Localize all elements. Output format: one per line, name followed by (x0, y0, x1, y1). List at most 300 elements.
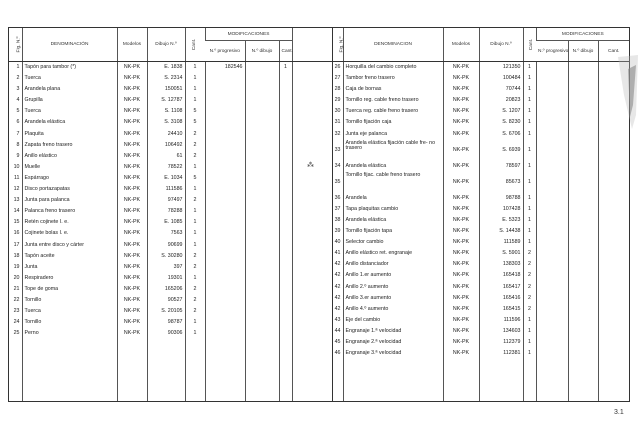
n-dibujo-cell (245, 162, 279, 173)
table-row (9, 251, 332, 262)
table-row (9, 240, 332, 251)
modelos-cell: NK-PK (117, 273, 147, 284)
cant-cell: 1 (523, 348, 536, 359)
dibujo-cell: S. 6939 (479, 140, 523, 161)
fig-no-cell: 42 (334, 272, 341, 279)
modelos-cell: NK-PK (117, 73, 147, 84)
n-progresivo-cell (205, 117, 245, 128)
table-row (9, 328, 332, 339)
n-progresivo-header-right: N.º progresivo (536, 41, 568, 62)
fig-no-cell: 42 (334, 261, 341, 268)
cant-cell: 1 (185, 84, 205, 95)
cant-mod-cell (279, 151, 292, 162)
cant-mod-cell (279, 228, 292, 239)
spacer-cell (292, 95, 332, 106)
n-progresivo-cell (536, 95, 568, 106)
spacer-cell (292, 73, 332, 84)
denominacion-cell: Anillo 4.º aumento (343, 304, 443, 315)
n-dibujo-cell (568, 62, 598, 74)
table-row (332, 237, 629, 248)
spacer-cell (245, 339, 279, 401)
table-row (9, 84, 332, 95)
spacer-cell (536, 359, 568, 401)
denominacion-cell: Engranaje 2.ª velocidad (343, 337, 443, 348)
n-progresivo-cell (205, 129, 245, 140)
n-dibujo-cell (568, 326, 598, 337)
denominacion-cell: Tapa plaquitas cambio (343, 204, 443, 215)
spacer-cell (292, 328, 332, 339)
fig-no-cell: 41 (334, 250, 341, 257)
n-dibujo-cell (245, 173, 279, 184)
spacer-cell (292, 106, 332, 117)
spacer-col-header (292, 28, 332, 62)
fig-no-cell: 46 (334, 350, 341, 357)
dibujo-cell: 112379 (479, 337, 523, 348)
table-row (332, 161, 629, 172)
spacer-cell (9, 339, 22, 401)
denominacion-cell: Anillo elástico ret. engranaje (343, 248, 443, 259)
spacer-cell (292, 240, 332, 251)
spacer-cell (292, 84, 332, 95)
cant-cell: 1 (523, 172, 536, 193)
n-progresivo-cell (536, 337, 568, 348)
table-row (332, 215, 629, 226)
n-dibujo-cell (568, 237, 598, 248)
cant-mod-cell (598, 204, 629, 215)
spacer-cell (292, 284, 332, 295)
table-row (9, 306, 332, 317)
spacer-cell (292, 262, 332, 273)
dibujo-cell: 61 (147, 151, 185, 162)
spacer-cell (292, 173, 332, 184)
fig-no-cell: 42 (334, 294, 341, 301)
dibujo-cell: 70744 (479, 84, 523, 95)
spacer-cell (292, 195, 332, 206)
dibujo-cell: 19301 (147, 273, 185, 284)
cant-mod-cell (598, 193, 629, 204)
modelos-header: Modelos (117, 28, 147, 62)
fig-no-cell: 14 (13, 208, 20, 215)
n-dibujo-cell (568, 337, 598, 348)
n-progresivo-cell (536, 304, 568, 315)
table-row (9, 273, 332, 284)
n-dibujo-cell (245, 262, 279, 273)
cant-mod-cell (279, 317, 292, 328)
dibujo-cell: 138303 (479, 259, 523, 270)
table-row (332, 106, 629, 117)
n-progresivo-cell (205, 273, 245, 284)
n-progresivo-cell (205, 184, 245, 195)
cant-cell: 2 (185, 306, 205, 317)
cant-mod-cell (598, 226, 629, 237)
fig-no-cell: 34 (334, 162, 341, 169)
spacer-cell (332, 359, 343, 401)
n-dibujo-cell (245, 151, 279, 162)
cant-cell: 1 (185, 73, 205, 84)
cant-mod-cell (598, 172, 629, 193)
dibujo-cell: 90699 (147, 240, 185, 251)
denominacion-cell: Anillo 2.º aumento (343, 282, 443, 293)
pen-mark-icon (610, 55, 640, 130)
n-dibujo-cell (568, 129, 598, 140)
spacer-cell (205, 339, 245, 401)
n-progresivo-cell (536, 193, 568, 204)
spacer-cell (292, 317, 332, 328)
table-row (9, 206, 332, 217)
n-dibujo-cell (568, 348, 598, 359)
n-dibujo-cell (568, 84, 598, 95)
modelos-cell: NK-PK (443, 282, 479, 293)
denominacion-cell: Junta entre disco y cárter (22, 240, 117, 251)
fig-no-cell: 3 (16, 86, 20, 93)
cant-mod-header-right: Cant. (598, 41, 629, 62)
denominacion-cell: Tornillo (22, 317, 117, 328)
denominacion-cell: Tuerca (22, 73, 117, 84)
modificaciones-header-right: MODIFICACIONES (536, 28, 629, 41)
n-dibujo-cell (245, 62, 279, 74)
cant-mod-header: Cant. (279, 41, 292, 62)
cant-mod-cell (598, 215, 629, 226)
dibujo-cell: S. 1207 (479, 106, 523, 117)
modelos-cell: NK-PK (117, 328, 147, 339)
dibujo-cell: 90527 (147, 295, 185, 306)
denominacion-cell: Palanca freno trasero (22, 206, 117, 217)
cant-cell: 2 (523, 282, 536, 293)
table-row (9, 317, 332, 328)
table-row (332, 73, 629, 84)
n-dibujo-cell (568, 282, 598, 293)
denominacion-cell: Grupilla (22, 95, 117, 106)
modelos-cell: NK-PK (117, 262, 147, 273)
fig-no-cell: 6 (16, 119, 20, 126)
cant-cell: 1 (523, 337, 536, 348)
dibujo-cell: 111589 (479, 237, 523, 248)
n-progresivo-cell (205, 206, 245, 217)
spacer-cell (292, 129, 332, 140)
cant-mod-cell (598, 129, 629, 140)
cant-mod-cell (598, 326, 629, 337)
dibujo-cell: 24410 (147, 129, 185, 140)
modelos-cell: NK-PK (443, 259, 479, 270)
fig-no-cell: 21 (13, 285, 20, 292)
spacer-cell (292, 339, 332, 401)
denominacion-cell: Tuerca reg. cable freno trasero (343, 106, 443, 117)
cant-mod-cell (279, 117, 292, 128)
n-dibujo-cell (568, 304, 598, 315)
fig-no-cell: 9 (16, 152, 20, 159)
n-progresivo-cell (205, 162, 245, 173)
table-row (9, 295, 332, 306)
denominacion-header-right: DENOMINACION (343, 28, 443, 62)
denominacion-cell: Muelle (22, 162, 117, 173)
modelos-header-right: Modelos (443, 28, 479, 62)
cant-mod-cell (279, 173, 292, 184)
modelos-cell: NK-PK (117, 195, 147, 206)
n-dibujo-header: N.º dibujo (245, 41, 279, 62)
n-dibujo-cell (568, 315, 598, 326)
n-dibujo-cell (568, 106, 598, 117)
cant-cell: 1 (185, 317, 205, 328)
modelos-cell: NK-PK (117, 240, 147, 251)
n-progresivo-cell (536, 226, 568, 237)
n-progresivo-cell: 182546 (205, 62, 245, 74)
n-dibujo-cell (568, 293, 598, 304)
fig-no-cell: 42 (334, 283, 341, 290)
dibujo-cell: 134603 (479, 326, 523, 337)
cant-cell: 2 (185, 295, 205, 306)
denominacion-cell: Zapata freno trasero (22, 140, 117, 151)
fig-no-cell: 1 (16, 64, 20, 70)
cant-cell: 1 (523, 193, 536, 204)
modelos-cell: NK-PK (117, 140, 147, 151)
cant-cell: 1 (185, 273, 205, 284)
fig-no-cell: 37 (334, 205, 341, 212)
cant-cell: 1 (523, 62, 536, 74)
n-dibujo-cell (245, 217, 279, 228)
denominacion-cell: Junta eje palanca (343, 129, 443, 140)
fig-no-cell: 38 (334, 216, 341, 223)
n-progresivo-cell (536, 215, 568, 226)
table-row (332, 270, 629, 281)
fig-no-cell: 18 (13, 252, 20, 259)
cant-cell: 1 (523, 326, 536, 337)
modelos-cell: NK-PK (443, 215, 479, 226)
dibujo-cell: 106492 (147, 140, 185, 151)
denominacion-cell: Arandela elástica (22, 117, 117, 128)
cant-mod-cell (598, 337, 629, 348)
spacer-cell (479, 359, 523, 401)
cant-mod-cell (279, 295, 292, 306)
n-dibujo-cell (568, 117, 598, 128)
denominacion-cell: Retén cojinete I. e. (22, 217, 117, 228)
cant-mod-cell (598, 259, 629, 270)
cant-cell: 2 (523, 293, 536, 304)
fig-no-cell: 22 (13, 296, 20, 303)
spacer-cell (292, 251, 332, 262)
cant-cell: 5 (185, 173, 205, 184)
cant-cell: 2 (185, 140, 205, 151)
dibujo-cell: 111596 (479, 315, 523, 326)
denominacion-cell: Disco portazapatas (22, 184, 117, 195)
denominacion-cell: Tornillo reg. cable freno trasero (343, 95, 443, 106)
spacer-cell (292, 306, 332, 317)
modelos-cell: NK-PK (117, 129, 147, 140)
denominacion-cell: Eje del cambio (343, 315, 443, 326)
table-row (332, 304, 629, 315)
modelos-cell: NK-PK (443, 172, 479, 193)
n-dibujo-cell (568, 73, 598, 84)
table-row (332, 293, 629, 304)
fig-no-cell: 19 (13, 263, 20, 270)
cant-cell: 1 (523, 117, 536, 128)
cant-mod-cell (279, 284, 292, 295)
n-dibujo-cell (245, 73, 279, 84)
table-row (9, 217, 332, 228)
table-row (332, 248, 629, 259)
spacer-cell (598, 359, 629, 401)
n-dibujo-cell (245, 184, 279, 195)
table-row (332, 129, 629, 140)
table-row (9, 140, 332, 151)
modelos-cell: NK-PK (117, 317, 147, 328)
fig-no-cell: 36 (334, 194, 341, 201)
n-progresivo-cell (536, 161, 568, 172)
cant-mod-cell (279, 184, 292, 195)
cant-cell: 1 (523, 161, 536, 172)
denominacion-cell: Tornillo fijac. cable freno trasero (343, 172, 443, 193)
modelos-cell: NK-PK (443, 270, 479, 281)
modelos-cell: NK-PK (443, 73, 479, 84)
n-progresivo-cell (536, 248, 568, 259)
denominacion-cell: Junta para palanca (22, 195, 117, 206)
table-row (9, 228, 332, 239)
cant-cell: 2 (523, 304, 536, 315)
cant-mod-cell (598, 140, 629, 161)
modelos-cell: NK-PK (117, 106, 147, 117)
n-progresivo-cell (536, 282, 568, 293)
modelos-cell: NK-PK (443, 337, 479, 348)
cant-cell: 1 (185, 162, 205, 173)
cant-cell: 1 (185, 328, 205, 339)
modelos-cell: NK-PK (443, 95, 479, 106)
denominacion-cell: Plaquita (22, 129, 117, 140)
modelos-cell: NK-PK (443, 106, 479, 117)
dibujo-cell: 150051 (147, 84, 185, 95)
spacer-cell (292, 217, 332, 228)
n-dibujo-cell (245, 206, 279, 217)
n-dibujo-cell (245, 106, 279, 117)
table-row (9, 129, 332, 140)
modificaciones-header: MODIFICACIONES (205, 28, 292, 41)
modelos-cell: NK-PK (117, 117, 147, 128)
denominacion-cell: Cojinete bolas I. e. (22, 228, 117, 239)
n-progresivo-cell (205, 84, 245, 95)
cant-cell: 1 (185, 206, 205, 217)
fig-no-cell: 44 (334, 327, 341, 334)
cant-mod-cell (598, 161, 629, 172)
fig-no-cell: 17 (13, 241, 20, 248)
n-progresivo-cell (536, 237, 568, 248)
dibujo-cell: S. 30280 (147, 251, 185, 262)
fig-no-cell: 16 (13, 230, 20, 237)
cant-cell: 5 (185, 106, 205, 117)
cant-mod-cell (279, 306, 292, 317)
dibujo-cell: 78597 (479, 161, 523, 172)
table-row (332, 140, 629, 161)
dibujo-cell: 98788 (479, 193, 523, 204)
modelos-cell: NK-PK (443, 140, 479, 161)
fig-no-cell: 29 (334, 97, 341, 104)
cant-cell: 2 (523, 248, 536, 259)
n-progresivo-cell (536, 259, 568, 270)
spacer-cell (292, 140, 332, 151)
n-dibujo-cell (568, 161, 598, 172)
n-dibujo-cell (568, 172, 598, 193)
cant-mod-cell (279, 251, 292, 262)
table-row (332, 326, 629, 337)
denominacion-cell: Tambor freno trasero (343, 73, 443, 84)
dibujo-cell: 165415 (479, 304, 523, 315)
modelos-cell: NK-PK (117, 306, 147, 317)
dibujo-cell: 20823 (479, 95, 523, 106)
n-progresivo-cell (205, 295, 245, 306)
dibujo-cell: 97497 (147, 195, 185, 206)
cant-cell: 2 (185, 195, 205, 206)
table-row (332, 95, 629, 106)
dibujo-cell: 85673 (479, 172, 523, 193)
n-progresivo-cell (536, 140, 568, 161)
n-progresivo-cell (205, 140, 245, 151)
cant-mod-cell (279, 328, 292, 339)
n-dibujo-cell (245, 140, 279, 151)
cant-mod-cell (598, 237, 629, 248)
modelos-cell: NK-PK (117, 84, 147, 95)
table-row (332, 84, 629, 95)
n-dibujo-cell (568, 226, 598, 237)
denominacion-cell: Espárrago (22, 173, 117, 184)
n-dibujo-cell (245, 251, 279, 262)
table-row (332, 62, 629, 74)
dibujo-cell: 112381 (479, 348, 523, 359)
denominacion-cell: Respiradero (22, 273, 117, 284)
cant-mod-cell (279, 73, 292, 84)
denominacion-cell: Tapón para tambor (*) (22, 62, 117, 74)
cant-mod-cell (279, 262, 292, 273)
cant-mod-cell (279, 95, 292, 106)
modelos-cell: NK-PK (117, 62, 147, 74)
fig-no-cell: 31 (334, 119, 341, 126)
modelos-cell: NK-PK (117, 95, 147, 106)
dibujo-cell: S. 12787 (147, 95, 185, 106)
fig-no-cell: 13 (13, 197, 20, 204)
fig-no-cell: 4 (16, 97, 20, 104)
table-row (332, 348, 629, 359)
dibujo-cell: E. 1085 (147, 217, 185, 228)
table-row (332, 315, 629, 326)
dibujo-cell: 98787 (147, 317, 185, 328)
fig-no-cell: 7 (16, 130, 20, 137)
denominacion-cell: Arandela plana (22, 84, 117, 95)
table-row (332, 204, 629, 215)
cant-mod-cell (598, 270, 629, 281)
n-dibujo-cell (245, 295, 279, 306)
denominacion-cell: Tornillo fijación tapa (343, 226, 443, 237)
cant-cell: 1 (523, 95, 536, 106)
denominacion-cell: Engranaje 1.ª velocidad (343, 326, 443, 337)
dibujo-cell: 121350 (479, 62, 523, 74)
dibujo-cell: 7563 (147, 228, 185, 239)
n-progresivo-cell (536, 293, 568, 304)
denominacion-cell: Tornillo fijación caja (343, 117, 443, 128)
n-progresivo-cell (205, 228, 245, 239)
spacer-cell (292, 184, 332, 195)
fig-no-cell: 11 (14, 174, 20, 181)
table-row (9, 284, 332, 295)
modelos-cell: NK-PK (443, 117, 479, 128)
fig-no-cell: 8 (16, 141, 20, 148)
spacer-cell (147, 339, 185, 401)
fig-no-cell: 25 (13, 330, 20, 337)
cant-mod-cell (279, 140, 292, 151)
cant-mod-cell (598, 315, 629, 326)
modelos-cell: NK-PK (443, 304, 479, 315)
dibujo-cell: 107428 (479, 204, 523, 215)
dibujo-cell: 165416 (479, 293, 523, 304)
spacer-cell (443, 359, 479, 401)
denominacion-cell: Selector cambio (343, 237, 443, 248)
cant-cell: 1 (523, 129, 536, 140)
cant-cell: 2 (185, 251, 205, 262)
